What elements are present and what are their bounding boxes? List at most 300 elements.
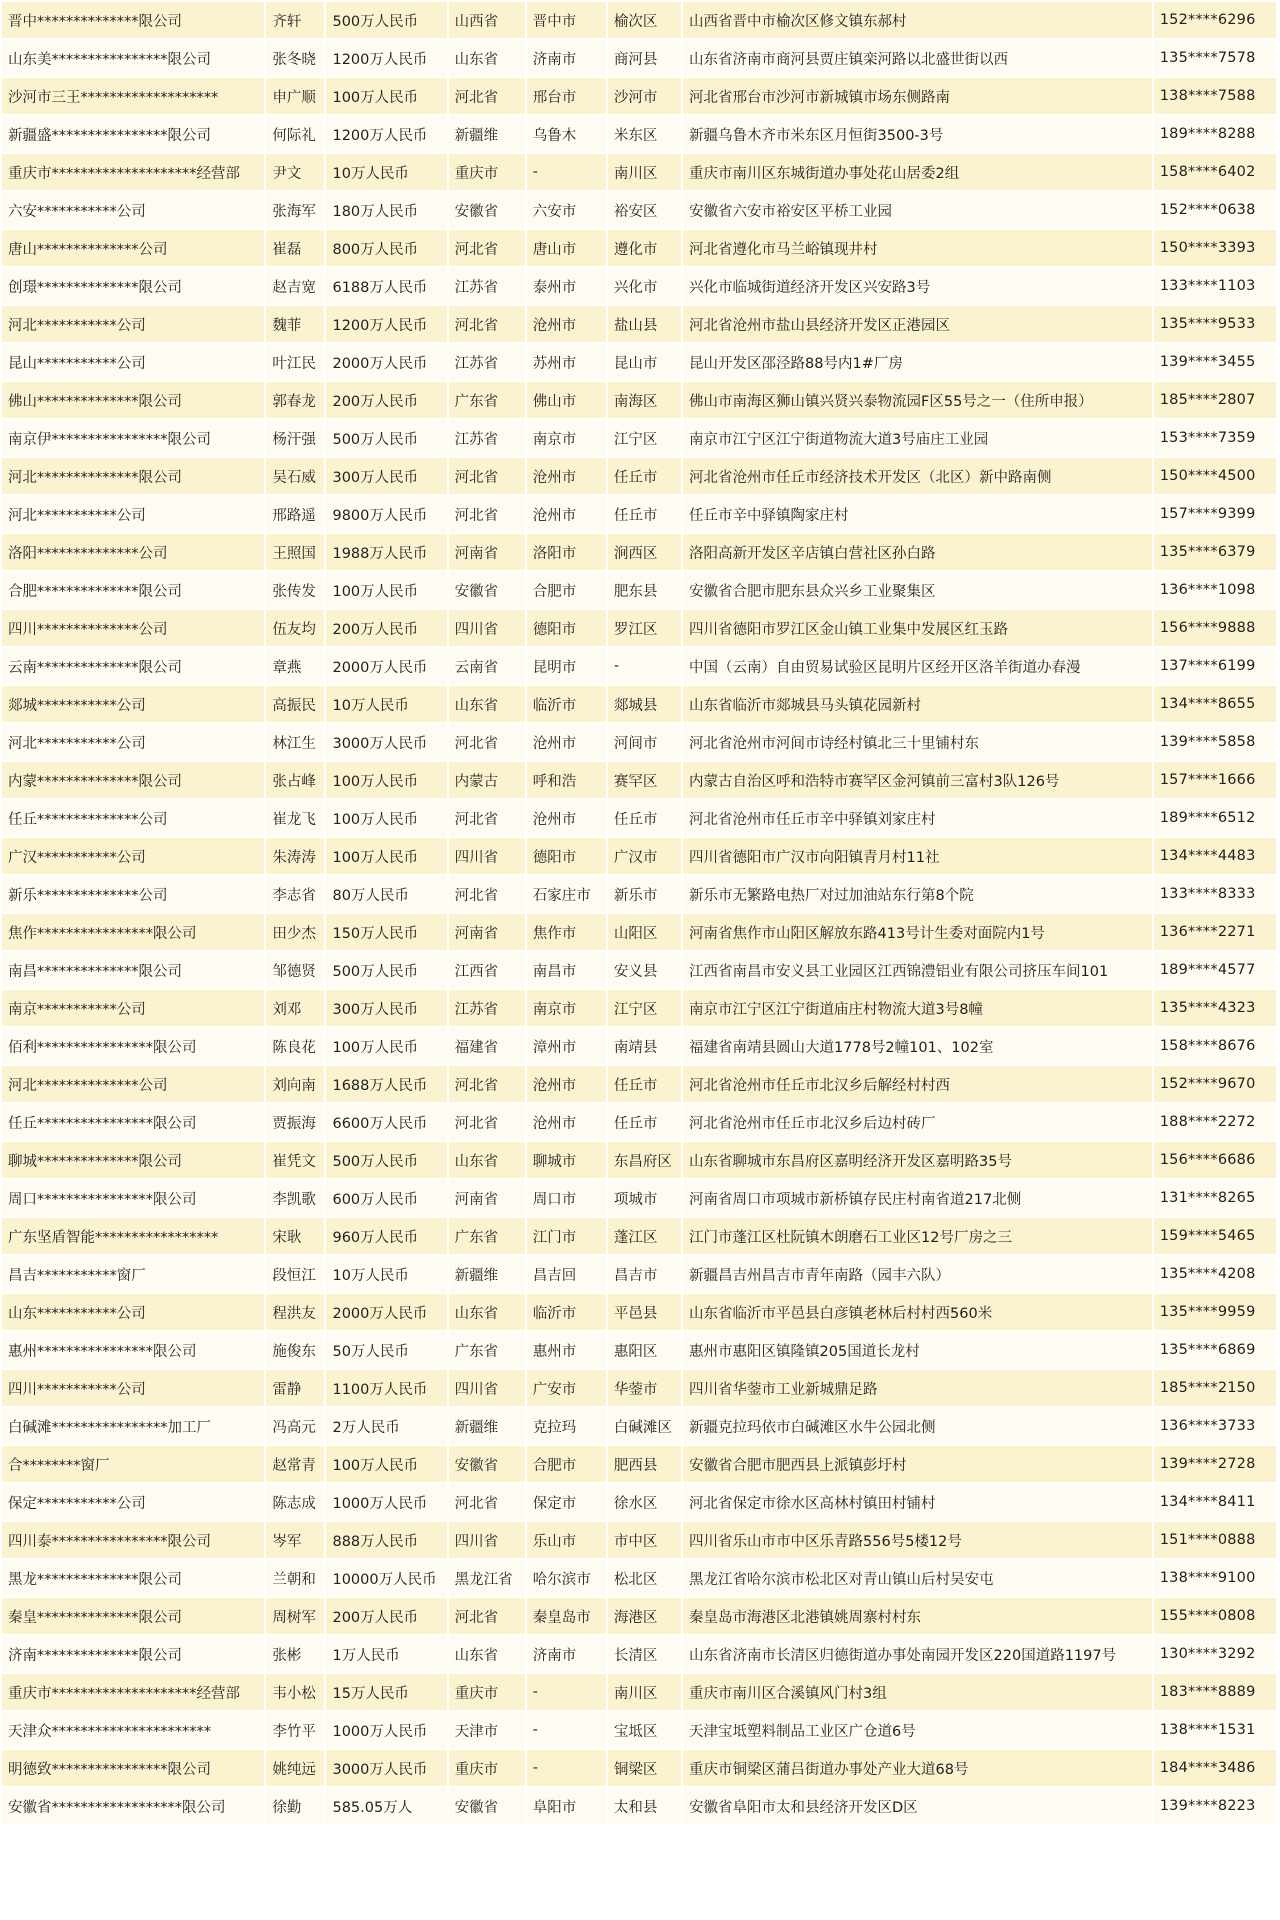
registered-capital-cell: 50万人民币 [326,1332,446,1368]
table-row [2,990,1276,1026]
province-cell: 河北省 [449,876,525,912]
province-cell: 四川省 [449,610,525,646]
address-cell: 江西省南昌市安义县工业园区江西锦澧铝业有限公司挤压车间101 [683,952,1152,988]
table-row [2,610,1276,646]
city-cell: 沧州市 [527,496,606,532]
province-cell: 山东省 [449,40,525,76]
legal-person-cell: 章燕 [266,648,324,684]
district-cell: 肥西县 [608,1446,681,1482]
table-row [2,1674,1276,1710]
registered-capital-cell: 1万人民币 [326,1636,446,1672]
company-name-cell: 重庆市********************经营部 [2,1674,264,1710]
city-cell: 昌吉回 [527,1256,606,1292]
city-cell: 乐山市 [527,1522,606,1558]
address-cell: 山东省济南市商河县贾庄镇栾河路以北盛世街以西 [683,40,1152,76]
city-cell: 广安市 [527,1370,606,1406]
registered-capital-cell: 180万人民币 [326,192,446,228]
province-cell: 山西省 [449,2,525,38]
phone-cell: 131****8265 [1154,1180,1276,1216]
city-cell: 乌鲁木 [527,116,606,152]
table-row [2,1408,1276,1444]
city-cell: 临沂市 [527,686,606,722]
phone-cell: 189****4577 [1154,952,1276,988]
phone-cell: 152****9670 [1154,1066,1276,1102]
address-cell: 山东省聊城市东昌府区嘉明经济开发区嘉明路35号 [683,1142,1152,1178]
province-cell: 江西省 [449,952,525,988]
province-cell: 黑龙江省 [449,1560,525,1596]
table-row [2,116,1276,152]
city-cell: 哈尔滨市 [527,1560,606,1596]
address-cell: 河北省保定市徐水区高林村镇田村铺村 [683,1484,1152,1520]
legal-person-cell: 张海军 [266,192,324,228]
phone-cell: 185****2150 [1154,1370,1276,1406]
registered-capital-cell: 80万人民币 [326,876,446,912]
legal-person-cell: 程洪友 [266,1294,324,1330]
registered-capital-cell: 100万人民币 [326,838,446,874]
province-cell: 河北省 [449,1484,525,1520]
table-row [2,1446,1276,1482]
address-cell: 山东省临沂市郯城县马头镇花园新村 [683,686,1152,722]
phone-cell: 150****3393 [1154,230,1276,266]
phone-cell: 153****7359 [1154,420,1276,456]
company-name-cell: 南京伊****************限公司 [2,420,264,456]
city-cell: 秦皇岛市 [527,1598,606,1634]
company-name-cell: 六安***********公司 [2,192,264,228]
legal-person-cell: 施俊东 [266,1332,324,1368]
phone-cell: 135****7578 [1154,40,1276,76]
phone-cell: 152****6296 [1154,2,1276,38]
table-row [2,1028,1276,1064]
registered-capital-cell: 1100万人民币 [326,1370,446,1406]
address-cell: 河南省焦作市山阳区解放东路413号计生委对面院内1号 [683,914,1152,950]
district-cell: 任丘市 [608,800,681,836]
legal-person-cell: 魏菲 [266,306,324,342]
province-cell: 广东省 [449,1218,525,1254]
legal-person-cell: 伍友均 [266,610,324,646]
district-cell: 山阳区 [608,914,681,950]
phone-cell: 157****9399 [1154,496,1276,532]
registered-capital-cell: 100万人民币 [326,1028,446,1064]
table-row [2,1560,1276,1596]
district-cell: 沙河市 [608,78,681,114]
district-cell: 南川区 [608,154,681,190]
address-cell: 河北省沧州市河间市诗经村镇北三十里铺村东 [683,724,1152,760]
legal-person-cell: 韦小松 [266,1674,324,1710]
phone-cell: 183****8889 [1154,1674,1276,1710]
address-cell: 新疆昌吉州昌吉市青年南路（园丰六队） [683,1256,1152,1292]
registered-capital-cell: 100万人民币 [326,762,446,798]
district-cell: 任丘市 [608,496,681,532]
district-cell: 华蓥市 [608,1370,681,1406]
table-row [2,306,1276,342]
table-row [2,1218,1276,1254]
city-cell: 泰州市 [527,268,606,304]
province-cell: 河北省 [449,1598,525,1634]
table-row [2,40,1276,76]
city-cell: 南昌市 [527,952,606,988]
province-cell: 重庆市 [449,154,525,190]
table-row [2,1522,1276,1558]
city-cell: 邢台市 [527,78,606,114]
phone-cell: 136****3733 [1154,1408,1276,1444]
province-cell: 江苏省 [449,344,525,380]
table-row [2,1066,1276,1102]
address-cell: 佛山市南海区狮山镇兴贤兴泰物流园F区55号之一（住所申报） [683,382,1152,418]
city-cell: 合肥市 [527,572,606,608]
legal-person-cell: 刘向南 [266,1066,324,1102]
address-cell: 四川省德阳市广汉市向阳镇青月村11社 [683,838,1152,874]
phone-cell: 156****6686 [1154,1142,1276,1178]
city-cell: 德阳市 [527,838,606,874]
legal-person-cell: 何际礼 [266,116,324,152]
registered-capital-cell: 300万人民币 [326,990,446,1026]
city-cell: 洛阳市 [527,534,606,570]
district-cell: 市中区 [608,1522,681,1558]
registered-capital-cell: 6188万人民币 [326,268,446,304]
phone-cell: 139****2728 [1154,1446,1276,1482]
city-cell: 惠州市 [527,1332,606,1368]
company-name-cell: 任丘**************公司 [2,800,264,836]
legal-person-cell: 李竹平 [266,1712,324,1748]
address-cell: 安徽省六安市裕安区平桥工业园 [683,192,1152,228]
province-cell: 安徽省 [449,1446,525,1482]
company-name-cell: 聊城**************限公司 [2,1142,264,1178]
company-name-cell: 山东美****************限公司 [2,40,264,76]
table-row [2,2,1276,38]
table-row [2,572,1276,608]
table-row [2,1180,1276,1216]
district-cell: 长清区 [608,1636,681,1672]
registered-capital-cell: 150万人民币 [326,914,446,950]
phone-cell: 135****6379 [1154,534,1276,570]
address-cell: 任丘市辛中驿镇陶家庄村 [683,496,1152,532]
district-cell: 白碱滩区 [608,1408,681,1444]
city-cell: 唐山市 [527,230,606,266]
table-row [2,1598,1276,1634]
address-cell: 山东省临沂市平邑县白彦镇老林后村村西560米 [683,1294,1152,1330]
company-name-cell: 秦皇**************限公司 [2,1598,264,1634]
phone-cell: 151****0888 [1154,1522,1276,1558]
registered-capital-cell: 10000万人民币 [326,1560,446,1596]
registered-capital-cell: 1988万人民币 [326,534,446,570]
legal-person-cell: 张彬 [266,1636,324,1672]
registered-capital-cell: 2000万人民币 [326,648,446,684]
legal-person-cell: 申广顺 [266,78,324,114]
table-body [2,2,1276,1824]
district-cell: - [608,648,681,684]
phone-cell: 135****6869 [1154,1332,1276,1368]
address-cell: 江门市蓬江区杜阮镇木朗磨石工业区12号厂房之三 [683,1218,1152,1254]
table-row [2,534,1276,570]
table-row [2,268,1276,304]
phone-cell: 184****3486 [1154,1750,1276,1786]
address-cell: 河北省沧州市任丘市辛中驿镇刘家庄村 [683,800,1152,836]
address-cell: 重庆市南川区合溪镇风门村3组 [683,1674,1152,1710]
legal-person-cell: 杨汗强 [266,420,324,456]
city-cell: - [527,1674,606,1710]
table-row [2,1142,1276,1178]
district-cell: 项城市 [608,1180,681,1216]
address-cell: 山西省晋中市榆次区修文镇东郝村 [683,2,1152,38]
phone-cell: 133****1103 [1154,268,1276,304]
district-cell: 兴化市 [608,268,681,304]
registered-capital-cell: 3000万人民币 [326,1750,446,1786]
company-name-cell: 新乐**************公司 [2,876,264,912]
phone-cell: 139****5858 [1154,724,1276,760]
legal-person-cell: 王照国 [266,534,324,570]
district-cell: 太和县 [608,1788,681,1824]
province-cell: 安徽省 [449,572,525,608]
registered-capital-cell: 1200万人民币 [326,306,446,342]
company-name-cell: 白碱滩****************加工厂 [2,1408,264,1444]
address-cell: 山东省济南市长清区归德街道办事处南园开发区220国道路1197号 [683,1636,1152,1672]
phone-cell: 152****0638 [1154,192,1276,228]
province-cell: 江苏省 [449,990,525,1026]
company-name-cell: 内蒙**************限公司 [2,762,264,798]
city-cell: 沧州市 [527,724,606,760]
table-row [2,800,1276,836]
address-cell: 昆山开发区邵泾路88号内1#厂房 [683,344,1152,380]
table-row [2,648,1276,684]
phone-cell: 136****1098 [1154,572,1276,608]
address-cell: 河北省邢台市沙河市新城镇市场东侧路南 [683,78,1152,114]
phone-cell: 189****8288 [1154,116,1276,152]
phone-cell: 139****8223 [1154,1788,1276,1824]
city-cell: 聊城市 [527,1142,606,1178]
district-cell: 宝坻区 [608,1712,681,1748]
legal-person-cell: 李志省 [266,876,324,912]
registered-capital-cell: 200万人民币 [326,610,446,646]
registered-capital-cell: 200万人民币 [326,382,446,418]
legal-person-cell: 宋耿 [266,1218,324,1254]
city-cell: 焦作市 [527,914,606,950]
legal-person-cell: 姚纯远 [266,1750,324,1786]
company-name-cell: 明德致****************限公司 [2,1750,264,1786]
province-cell: 河北省 [449,230,525,266]
address-cell: 安徽省合肥市肥西县上派镇彭圩村 [683,1446,1152,1482]
address-cell: 河北省沧州市盐山县经济开发区正港园区 [683,306,1152,342]
province-cell: 四川省 [449,1370,525,1406]
company-name-cell: 洛阳**************公司 [2,534,264,570]
phone-cell: 138****1531 [1154,1712,1276,1748]
company-name-cell: 创璟**************限公司 [2,268,264,304]
company-name-cell: 河北***********公司 [2,496,264,532]
province-cell: 重庆市 [449,1750,525,1786]
legal-person-cell: 邢路遥 [266,496,324,532]
province-cell: 河南省 [449,1180,525,1216]
registered-capital-cell: 800万人民币 [326,230,446,266]
city-cell: 沧州市 [527,1066,606,1102]
city-cell: 苏州市 [527,344,606,380]
city-cell: 晋中市 [527,2,606,38]
company-name-cell: 佰利****************限公司 [2,1028,264,1064]
district-cell: 昌吉市 [608,1256,681,1292]
registered-capital-cell: 100万人民币 [326,800,446,836]
province-cell: 山东省 [449,1636,525,1672]
city-cell: 合肥市 [527,1446,606,1482]
city-cell: 漳州市 [527,1028,606,1064]
address-cell: 兴化市临城街道经济开发区兴安路3号 [683,268,1152,304]
province-cell: 安徽省 [449,1788,525,1824]
district-cell: 遵化市 [608,230,681,266]
province-cell: 山东省 [449,686,525,722]
company-name-cell: 广东坚盾智能***************** [2,1218,264,1254]
table-row [2,686,1276,722]
district-cell: 海港区 [608,1598,681,1634]
table-row [2,458,1276,494]
address-cell: 安徽省阜阳市太和县经济开发区D区 [683,1788,1152,1824]
registered-capital-cell: 10万人民币 [326,1256,446,1292]
table-row [2,762,1276,798]
table-row [2,1788,1276,1824]
table-row [2,344,1276,380]
registered-capital-cell: 1200万人民币 [326,40,446,76]
city-cell: 德阳市 [527,610,606,646]
table-row [2,1332,1276,1368]
company-name-cell: 焦作****************限公司 [2,914,264,950]
province-cell: 广东省 [449,1332,525,1368]
table-row [2,496,1276,532]
address-cell: 四川省乐山市市中区乐青路556号5楼12号 [683,1522,1152,1558]
legal-person-cell: 崔龙飞 [266,800,324,836]
address-cell: 河南省周口市项城市新桥镇存民庄村南省道217北侧 [683,1180,1152,1216]
district-cell: 安义县 [608,952,681,988]
province-cell: 四川省 [449,1522,525,1558]
legal-person-cell: 岑军 [266,1522,324,1558]
legal-person-cell: 田少杰 [266,914,324,950]
table-row [2,1484,1276,1520]
company-name-cell: 昆山***********公司 [2,344,264,380]
district-cell: 广汉市 [608,838,681,874]
province-cell: 河北省 [449,1066,525,1102]
company-name-cell: 佛山**************限公司 [2,382,264,418]
legal-person-cell: 高振民 [266,686,324,722]
phone-cell: 135****4323 [1154,990,1276,1026]
registered-capital-cell: 15万人民币 [326,1674,446,1710]
phone-cell: 138****9100 [1154,1560,1276,1596]
city-cell: 济南市 [527,1636,606,1672]
province-cell: 山东省 [449,1294,525,1330]
district-cell: 江宁区 [608,420,681,456]
company-name-cell: 山东***********公司 [2,1294,264,1330]
legal-person-cell: 段恒江 [266,1256,324,1292]
district-cell: 铜梁区 [608,1750,681,1786]
table-row [2,1750,1276,1786]
registered-capital-cell: 6600万人民币 [326,1104,446,1140]
table-row [2,154,1276,190]
province-cell: 重庆市 [449,1674,525,1710]
phone-cell: 150****4500 [1154,458,1276,494]
city-cell: 周口市 [527,1180,606,1216]
legal-person-cell: 冯高元 [266,1408,324,1444]
city-cell: 江门市 [527,1218,606,1254]
district-cell: 东昌府区 [608,1142,681,1178]
district-cell: 任丘市 [608,1066,681,1102]
address-cell: 重庆市南川区东城街道办事处花山居委2组 [683,154,1152,190]
company-name-cell: 惠州****************限公司 [2,1332,264,1368]
company-name-cell: 河北**************公司 [2,1066,264,1102]
legal-person-cell: 周树军 [266,1598,324,1634]
address-cell: 河北省沧州市任丘市北汉乡后解经村村西 [683,1066,1152,1102]
province-cell: 河北省 [449,78,525,114]
province-cell: 江苏省 [449,268,525,304]
table-row [2,192,1276,228]
legal-person-cell: 陈良花 [266,1028,324,1064]
registered-capital-cell: 500万人民币 [326,952,446,988]
province-cell: 河北省 [449,306,525,342]
legal-person-cell: 张冬晓 [266,40,324,76]
address-cell: 洛阳高新开发区辛店镇白营社区孙白路 [683,534,1152,570]
registered-capital-cell: 500万人民币 [326,420,446,456]
registered-capital-cell: 100万人民币 [326,572,446,608]
company-name-cell: 广汉***********公司 [2,838,264,874]
table-row [2,1294,1276,1330]
province-cell: 福建省 [449,1028,525,1064]
registered-capital-cell: 500万人民币 [326,2,446,38]
city-cell: - [527,154,606,190]
province-cell: 安徽省 [449,192,525,228]
city-cell: 南京市 [527,420,606,456]
phone-cell: 158****6402 [1154,154,1276,190]
city-cell: 昆明市 [527,648,606,684]
district-cell: 裕安区 [608,192,681,228]
registered-capital-cell: 100万人民币 [326,78,446,114]
registered-capital-cell: 500万人民币 [326,1142,446,1178]
district-cell: 惠阳区 [608,1332,681,1368]
district-cell: 新乐市 [608,876,681,912]
table-row [2,420,1276,456]
company-name-cell: 南昌**************限公司 [2,952,264,988]
phone-cell: 156****9888 [1154,610,1276,646]
table-row [2,838,1276,874]
address-cell: 安徽省合肥市肥东县众兴乡工业聚集区 [683,572,1152,608]
province-cell: 天津市 [449,1712,525,1748]
address-cell: 天津宝坻塑料制品工业区广仓道6号 [683,1712,1152,1748]
table-row [2,230,1276,266]
company-name-cell: 济南**************限公司 [2,1636,264,1672]
registered-capital-cell: 300万人民币 [326,458,446,494]
city-cell: 沧州市 [527,800,606,836]
phone-cell: 136****2271 [1154,914,1276,950]
address-cell: 惠州市惠阳区镇隆镇205国道长龙村 [683,1332,1152,1368]
registered-capital-cell: 9800万人民币 [326,496,446,532]
address-cell: 新乐市无繁路电热厂对过加油站东行第8个院 [683,876,1152,912]
address-cell: 四川省德阳市罗江区金山镇工业集中发展区红玉路 [683,610,1152,646]
table-row [2,1636,1276,1672]
district-cell: 南海区 [608,382,681,418]
company-name-cell: 保定***********公司 [2,1484,264,1520]
city-cell: 石家庄市 [527,876,606,912]
district-cell: 涧西区 [608,534,681,570]
district-cell: 平邑县 [608,1294,681,1330]
company-name-cell: 新疆盛****************限公司 [2,116,264,152]
address-cell: 内蒙古自治区呼和浩特市赛罕区金河镇前三富村3队126号 [683,762,1152,798]
province-cell: 新疆维 [449,1256,525,1292]
province-cell: 四川省 [449,838,525,874]
province-cell: 山东省 [449,1142,525,1178]
table-row [2,952,1276,988]
phone-cell: 135****9959 [1154,1294,1276,1330]
legal-person-cell: 崔凭文 [266,1142,324,1178]
address-cell: 福建省南靖县圆山大道1778号2幢101、102室 [683,1028,1152,1064]
city-cell: 南京市 [527,990,606,1026]
phone-cell: 155****0808 [1154,1598,1276,1634]
district-cell: 南川区 [608,1674,681,1710]
registered-capital-cell: 888万人民币 [326,1522,446,1558]
company-name-cell: 四川**************公司 [2,610,264,646]
legal-person-cell: 张占峰 [266,762,324,798]
legal-person-cell: 赵常青 [266,1446,324,1482]
